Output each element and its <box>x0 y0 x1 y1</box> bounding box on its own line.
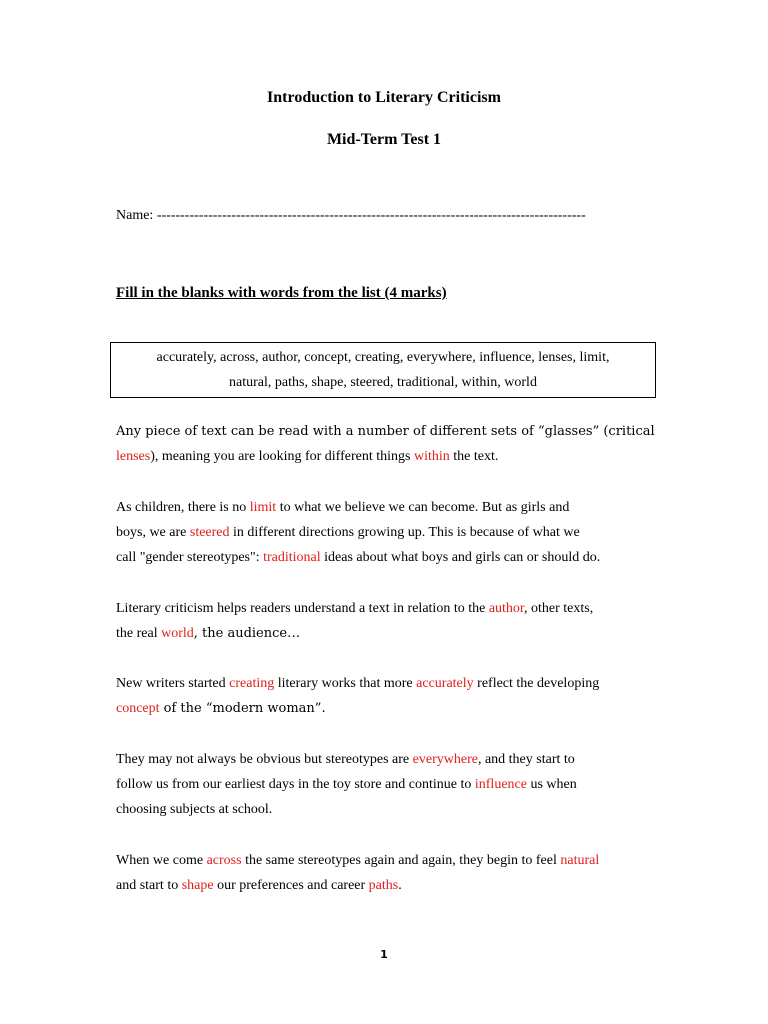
text-span: ), meaning you are looking for different things <box>150 449 414 464</box>
text-span: the real <box>116 626 162 641</box>
text-span: of the “modern woman”. <box>159 701 326 716</box>
paragraph-5 <box>116 747 661 822</box>
text-span: Literary criticism helps readers understand a text in relation to the <box>116 601 489 616</box>
paragraph-line <box>116 797 661 822</box>
paragraph-line <box>116 596 661 621</box>
answer-word: natural <box>560 853 600 868</box>
text-span: Any piece of text can be read with a number of different sets of “glasses” (critical <box>116 424 655 439</box>
text-span: the same stereotypes again and again, they begin to feel <box>241 853 561 868</box>
answer-word: everywhere <box>412 752 478 767</box>
document-subtitle: Mid-Term Test 1 <box>326 131 442 148</box>
answer-word: shape <box>181 878 214 893</box>
paragraph-line <box>116 444 661 469</box>
text-span: choosing subjects at school. <box>116 802 273 817</box>
text-span: and start to <box>116 878 182 893</box>
text-span: reflect the developing <box>473 676 600 691</box>
paragraph-line <box>116 671 661 696</box>
text-span: . <box>398 878 402 893</box>
text-span: boys, we are <box>116 525 190 540</box>
paragraph-4 <box>116 671 661 721</box>
document-title: Introduction to Literary Criticism <box>267 89 501 106</box>
name-blank-line: -------------------------------------------------------------------------------------------- <box>156 208 586 223</box>
paragraph-3 <box>116 596 661 646</box>
paragraph-line <box>116 545 661 570</box>
answer-word: author <box>488 601 525 616</box>
text-span: , other texts, <box>524 601 594 616</box>
word-list-box <box>110 342 656 398</box>
paragraph-line <box>116 772 661 797</box>
text-span: call "gender stereotypes": <box>116 550 264 565</box>
answer-word: world <box>161 626 194 641</box>
answer-word: lenses <box>116 449 151 464</box>
paragraph-line <box>116 520 661 545</box>
answer-word: traditional <box>263 550 321 565</box>
word-list-line: accurately, across, author, concept, creating, everywhere, influence, lenses, limit, <box>156 350 610 365</box>
text-span: As children, there is no <box>116 500 250 515</box>
answer-word: influence <box>474 777 527 792</box>
paragraph-2 <box>116 495 661 570</box>
paragraph-line <box>116 747 661 772</box>
answer-word: creating <box>229 676 275 691</box>
text-span: literary works that more <box>274 676 417 691</box>
paragraph-6 <box>116 848 661 898</box>
answer-word: accurately <box>416 676 474 691</box>
answer-word: steered <box>189 525 230 540</box>
text-span: our preferences and career <box>213 878 369 893</box>
text-span: follow us from our earliest days in the toy store and continue to <box>116 777 475 792</box>
paragraph-line <box>116 495 661 520</box>
text-span: They may not always be obvious but stereotypes are <box>116 752 413 767</box>
text-span: New writers started <box>116 676 230 691</box>
text-span: , and they start to <box>477 752 575 767</box>
answer-word: within <box>413 449 450 464</box>
name-label: Name: <box>116 208 154 223</box>
text-span: us when <box>526 777 577 792</box>
page-number: 1 <box>380 948 388 961</box>
paragraph-line <box>116 419 661 444</box>
instructions-heading: Fill in the blanks with words from the list (4 marks) <box>116 285 447 301</box>
name-field <box>116 206 586 226</box>
answer-word: paths <box>368 878 399 893</box>
paragraph-line <box>116 873 661 898</box>
text-span: When we come <box>116 853 207 868</box>
text-span: , the audience… <box>193 626 301 641</box>
text-span: ideas about what boys and girls can or should do. <box>320 550 601 565</box>
paragraph-1 <box>116 419 661 469</box>
word-list-line: natural, paths, shape, steered, traditional, within, world <box>229 375 537 390</box>
text-span: to what we believe we can become. But as girls and <box>276 500 570 515</box>
paragraph-line <box>116 848 661 873</box>
paragraph-line <box>116 621 661 646</box>
answer-word: across <box>206 853 242 868</box>
paragraph-line <box>116 696 661 721</box>
answer-word: concept <box>116 701 160 716</box>
text-span: in different directions growing up. This is because of what we <box>229 525 580 540</box>
text-span: the text. <box>449 449 499 464</box>
answer-word: limit <box>249 500 277 515</box>
